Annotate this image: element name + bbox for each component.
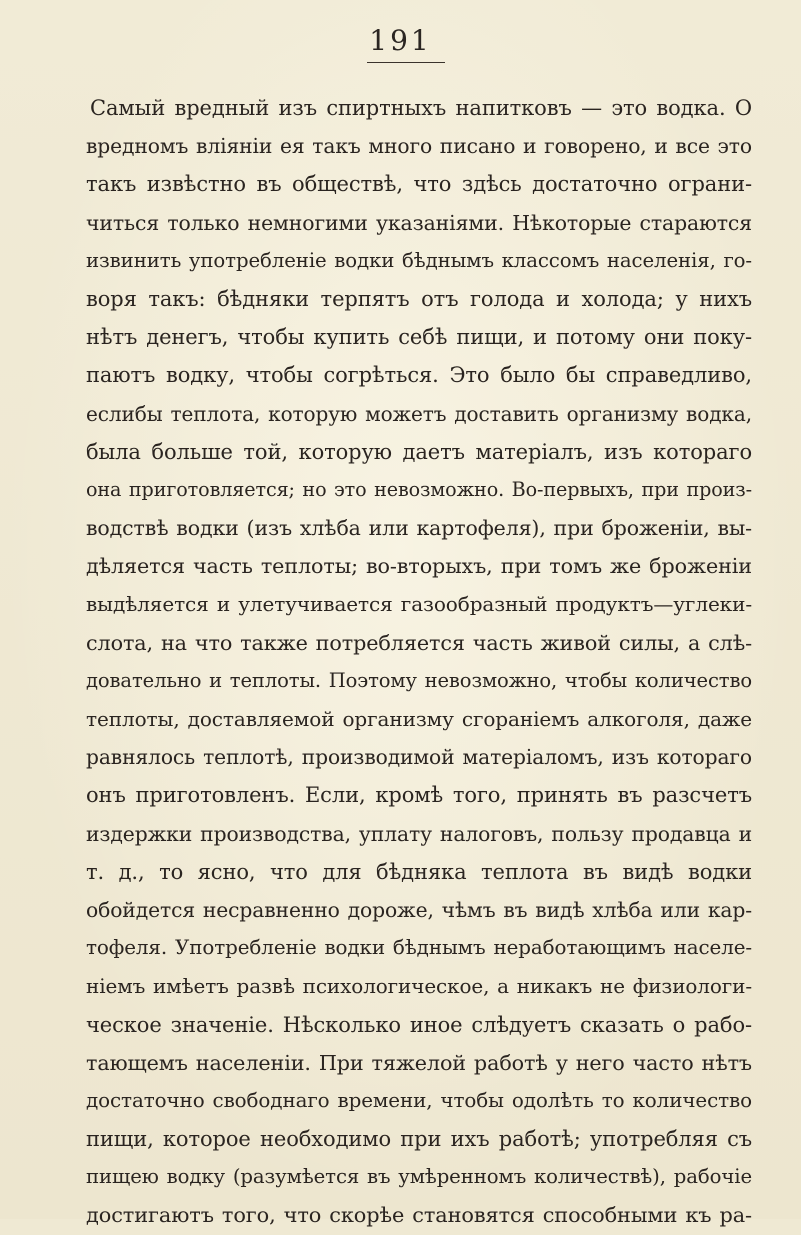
- text-line: еслибы теплота, которую можетъ доставить организму водка,: [86, 401, 752, 426]
- header-rule: [367, 62, 445, 63]
- text-line: тофеля. Употребленіе водки бѣднымъ неработающимъ населе-: [86, 936, 752, 960]
- text-line: дѣляется часть теплоты; во-вторыхъ, при томъ же броженіи: [86, 554, 752, 579]
- text-line: ческое значеніе. Нѣсколько иное слѣдуетъ сказать о рабо-: [86, 1012, 752, 1037]
- text-line: пищею водку (разумѣется въ умѣренномъ количествѣ), рабочіе: [86, 1165, 752, 1189]
- text-line: извинить употребленіе водки бѣднымъ классомъ населенія, го-: [86, 248, 752, 272]
- text-line: водствѣ водки (изъ хлѣба или картофеля), при броженіи, вы-: [86, 516, 752, 541]
- text-line: ніемъ имѣетъ развѣ психологическое, а никакъ не физиологи-: [86, 974, 752, 999]
- text-line: равнялось теплотѣ, производимой матеріаломъ, изъ котораго: [86, 745, 752, 770]
- text-line: онъ приготовленъ. Если, кромѣ того, принять въ разсчетъ: [86, 783, 752, 808]
- page-number: 191: [369, 24, 432, 57]
- text-line: была больше той, которую даетъ матеріалъ, изъ котораго: [86, 439, 752, 464]
- text-line: достаточно свободнаго времени, чтобы одолѣть то количество: [86, 1088, 752, 1112]
- text-line: она приготовляется; но это невозможно. Во-первыхъ, при произ-: [86, 477, 752, 501]
- text-line: издержки производства, уплату налоговъ, пользу продавца и: [86, 821, 752, 846]
- body-text: [86, 89, 752, 1235]
- text-line: нѣтъ денегъ, чтобы купить себѣ пищи, и потому они поку-: [86, 325, 752, 350]
- text-line: достигаютъ того, что скорѣе становятся способными къ ра-: [86, 1203, 752, 1228]
- text-line: слота, на что также потребляется часть живой силы, а слѣ-: [86, 630, 752, 655]
- text-line: выдѣляется и улетучивается газообразный продуктъ—углеки-: [86, 592, 752, 617]
- text-line: теплоты, доставляемой организму сгораніемъ алкоголя, даже: [86, 707, 752, 731]
- text-line: паютъ водку, чтобы согрѣться. Это было бы справедливо,: [86, 363, 752, 388]
- text-line: т. д., то ясно, что для бѣдняка теплота въ видѣ водки: [86, 859, 752, 884]
- text-line: вредномъ вліяніи ея такъ много писано и говорено, и все это: [86, 134, 752, 159]
- text-line: воря такъ: бѣдняки терпятъ отъ голода и холода; у нихъ: [86, 286, 752, 311]
- text-line: читься только немногими указаніями. Нѣкоторые стараются: [86, 210, 752, 235]
- text-line: довательно и теплоты. Поэтому невозможно, чтобы количество: [86, 668, 752, 692]
- text-line: обойдется несравненно дороже, чѣмъ въ видѣ хлѣба или кар-: [86, 897, 752, 922]
- text-line: Самый вредный изъ спиртныхъ напитковъ — это водка. О: [90, 96, 752, 120]
- text-line: тающемъ населеніи. При тяжелой работѣ у него часто нѣтъ: [86, 1050, 752, 1075]
- text-line: пищи, которое необходимо при ихъ работѣ; употребляя съ: [86, 1127, 752, 1152]
- text-line: такъ извѣстно въ обществѣ, что здѣсь достаточно ограни-: [86, 172, 752, 197]
